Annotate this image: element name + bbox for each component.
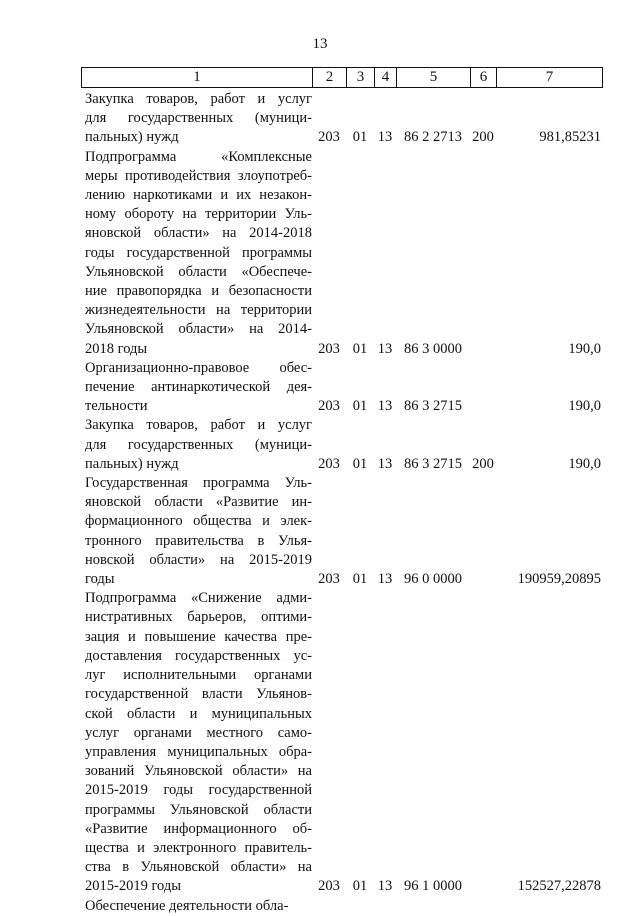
row-cell-c3: 01 xyxy=(352,455,368,472)
table-row xyxy=(81,897,603,916)
row-name-cell xyxy=(81,148,312,359)
row-cell-c2: 203 xyxy=(318,878,340,895)
row-name-line: новской области» на 2015-2019 xyxy=(85,551,312,568)
row-cell-c5: 86 3 0000 xyxy=(404,340,462,357)
row-cell-c2: 203 xyxy=(318,129,340,146)
header-col-7: 7 xyxy=(545,69,554,85)
row-name-line: луг исполнительными органами xyxy=(85,667,312,684)
row-name-line: лению наркотиками и их незакон- xyxy=(85,187,312,204)
row-cell-c6: 200 xyxy=(472,129,494,146)
row-cell-c7: 190,0 xyxy=(568,455,601,472)
row-name-line: управления муниципальных обра- xyxy=(85,743,312,760)
row-name-line: жизнедеятельности на территории xyxy=(85,302,312,319)
row-name-line: меры противодействия злоупотреб- xyxy=(85,167,312,184)
header-col-4: 4 xyxy=(375,68,397,87)
table-header xyxy=(81,67,603,88)
row-cell-c7: 190,0 xyxy=(568,398,601,415)
row-name-line: Обеспечение деятельности обла- xyxy=(85,897,289,914)
row-name-line: Ульяновской области «Обеспече- xyxy=(85,263,312,280)
row-name-line: Подпрограмма «Снижение адми- xyxy=(85,590,312,607)
row-name-line: яновской области» на 2014-2018 xyxy=(85,225,312,242)
row-name-line: для государственных (муници- xyxy=(85,110,312,127)
header-col-6: 6 xyxy=(471,68,497,87)
header-col-2: 2 xyxy=(313,68,347,87)
row-name-line: услуг органами местного само- xyxy=(85,724,312,741)
row-name-cell xyxy=(81,474,312,589)
header-col-3: 3 xyxy=(347,68,375,87)
row-name-line: «Развитие информационного об- xyxy=(85,820,312,837)
table-row xyxy=(81,359,603,417)
row-cell-c4: 13 xyxy=(377,571,393,588)
row-cell-c4: 13 xyxy=(377,340,393,357)
row-name-line: 2018 годы xyxy=(85,340,148,357)
row-name-line: зация и повышение качества пре- xyxy=(85,628,312,645)
table-body xyxy=(81,90,603,916)
row-name-cell xyxy=(81,90,312,148)
row-cell-c3: 01 xyxy=(352,129,368,146)
row-cell-c4: 13 xyxy=(377,455,393,472)
row-name-line: Государственная программа Уль- xyxy=(85,475,312,492)
row-name-line: 2015-2019 годы государственной xyxy=(85,782,312,799)
row-name-line: яновской области «Развитие ин- xyxy=(85,494,312,511)
table-row xyxy=(81,90,603,148)
row-name-line: ному обороту на территории Уль- xyxy=(85,206,312,223)
row-name-cell xyxy=(81,359,312,417)
row-name-line: ской области и муниципальных xyxy=(85,705,312,722)
table-row xyxy=(81,589,603,896)
row-cell-c7: 981,85231 xyxy=(539,129,601,146)
row-cell-c2: 203 xyxy=(318,398,340,415)
row-cell-c2: 203 xyxy=(318,571,340,588)
row-name-line: Закупка товаров, работ и услуг xyxy=(85,91,312,107)
row-name-line: программы Ульяновской области xyxy=(85,801,312,818)
table-row xyxy=(81,416,603,474)
row-name-line: зований Ульяновской области» на xyxy=(85,763,312,780)
row-name-line: доставления государственных ус- xyxy=(85,647,312,664)
row-cell-c4: 13 xyxy=(377,398,393,415)
row-name-line: щества и электронного правитель- xyxy=(85,839,312,856)
row-cell-c7: 190,0 xyxy=(568,340,601,357)
row-name-line: Закупка товаров, работ и услуг xyxy=(85,417,312,434)
row-name-line: нистративных барьеров, оптими- xyxy=(85,609,312,626)
table-row xyxy=(81,148,603,359)
row-cell-c5: 86 2 2713 xyxy=(404,129,462,146)
row-cell-c3: 01 xyxy=(352,340,368,357)
row-name-cell xyxy=(81,897,312,916)
table-row xyxy=(81,474,603,589)
row-name-line: тельности xyxy=(85,398,148,415)
header-col-1: 1 xyxy=(82,68,313,87)
row-name-line: Организационно-правовое обес- xyxy=(85,359,312,376)
page-number: 13 xyxy=(312,36,328,52)
row-name-line: государственной власти Ульянов- xyxy=(85,686,312,703)
row-cell-c4: 13 xyxy=(377,129,393,146)
row-cell-c2: 203 xyxy=(318,340,340,357)
row-cell-c5: 86 3 2715 xyxy=(404,455,462,472)
row-name-cell xyxy=(81,589,312,896)
row-name-line: формационного общества и элек- xyxy=(85,513,312,530)
row-name-line: пальных) нужд xyxy=(85,129,179,146)
row-cell-c5: 86 3 2715 xyxy=(404,398,462,415)
row-name-line: ства в Ульяновской области» на xyxy=(85,859,312,876)
row-name-line: для государственных (муници- xyxy=(85,436,312,453)
row-name-line: Ульяновской области» на 2014- xyxy=(85,321,312,338)
row-name-line: ние правопорядка и безопасности xyxy=(85,283,312,300)
row-name-line: тронного правительства в Улья- xyxy=(85,532,312,549)
row-cell-c2: 203 xyxy=(318,455,340,472)
row-cell-c3: 01 xyxy=(352,571,368,588)
row-name-line: годы xyxy=(85,571,115,588)
row-cell-c5: 96 0 0000 xyxy=(404,571,462,588)
row-name-line: годы государственной программы xyxy=(85,244,312,261)
row-cell-c5: 96 1 0000 xyxy=(404,878,462,895)
row-cell-c6: 200 xyxy=(472,455,494,472)
row-name-line: пальных) нужд xyxy=(85,455,179,472)
header-col-5: 5 xyxy=(397,68,471,87)
row-cell-c4: 13 xyxy=(377,878,393,895)
row-name-line: Подпрограмма «Комплексные xyxy=(85,148,312,165)
row-cell-c7: 190959,20895 xyxy=(517,571,601,588)
row-name-line: 2015-2019 годы xyxy=(85,878,181,895)
row-name-cell xyxy=(81,416,312,474)
row-cell-c3: 01 xyxy=(352,398,368,415)
row-cell-c7: 152527,22878 xyxy=(517,878,601,895)
row-name-line: печение антинаркотической дея- xyxy=(85,379,312,396)
row-cell-c3: 01 xyxy=(352,878,368,895)
